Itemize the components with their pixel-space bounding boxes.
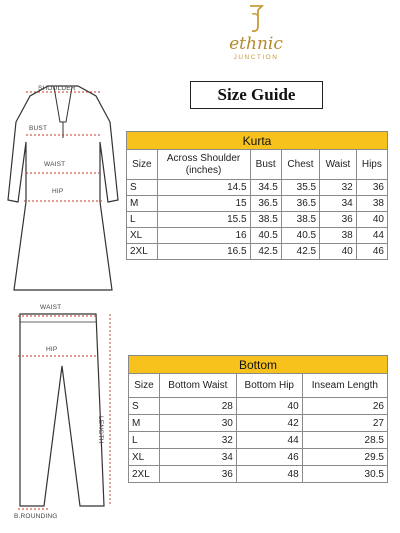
table-cell: 40.5: [281, 228, 319, 244]
table-cell: 38.5: [250, 212, 281, 228]
bottom-rounding-label: B.ROUNDING: [14, 513, 58, 520]
kurta-header-size: Size: [127, 150, 158, 180]
table-cell: XL: [127, 228, 158, 244]
table-row: [127, 180, 388, 196]
table-cell: 16.5: [157, 244, 250, 260]
kurta-header-chest: Chest: [281, 150, 319, 180]
brand-tagline: JUNCTION: [233, 54, 279, 61]
table-cell: 28: [159, 398, 236, 415]
table-cell: 40: [236, 398, 302, 415]
bottom-length-label: LENGTH: [97, 416, 104, 444]
table-cell: M: [127, 196, 158, 212]
table-cell: 27: [302, 415, 387, 432]
table-cell: S: [127, 180, 158, 196]
table-cell: 40: [320, 244, 357, 260]
kurta-size-table: [126, 131, 388, 260]
bottom-table-caption: Bottom: [129, 356, 388, 374]
table-cell: 36: [159, 466, 236, 483]
table-cell: 35.5: [281, 180, 319, 196]
table-cell: 38: [356, 196, 387, 212]
table-cell: 15.5: [157, 212, 250, 228]
table-cell: 34: [320, 196, 357, 212]
bottom-waist-label: WAIST: [40, 304, 62, 311]
kurta-waist-label: WAIST: [44, 161, 66, 168]
bottom-size-table: [128, 355, 388, 483]
table-cell: 36: [356, 180, 387, 196]
table-cell: 28.5: [302, 432, 387, 449]
table-cell: 36.5: [281, 196, 319, 212]
table-cell: 26: [302, 398, 387, 415]
table-row: [127, 228, 388, 244]
kurta-bust-label: BUST: [29, 125, 48, 132]
brand-logo: [226, 4, 286, 66]
bottom-header-waist: Bottom Waist: [159, 374, 236, 398]
table-cell: 29.5: [302, 449, 387, 466]
table-cell: 32: [320, 180, 357, 196]
kurta-header-waist: Waist: [320, 150, 357, 180]
table-cell: 42: [236, 415, 302, 432]
table-row: [129, 415, 388, 432]
bottom-header-hip: Bottom Hip: [236, 374, 302, 398]
table-row: [129, 449, 388, 466]
table-cell: 34.5: [250, 180, 281, 196]
table-cell: 44: [356, 228, 387, 244]
bottom-diagram: [4, 306, 122, 516]
kurta-hip-label: HIP: [52, 188, 64, 195]
table-cell: XL: [129, 449, 160, 466]
table-row: [127, 212, 388, 228]
table-row: [127, 196, 388, 212]
table-cell: 40.5: [250, 228, 281, 244]
table-cell: 36.5: [250, 196, 281, 212]
table-cell: 38.5: [281, 212, 319, 228]
table-cell: M: [129, 415, 160, 432]
table-cell: 34: [159, 449, 236, 466]
table-cell: 36: [320, 212, 357, 228]
table-cell: 42.5: [250, 244, 281, 260]
logo-mark-icon: [246, 4, 266, 34]
table-cell: 46: [236, 449, 302, 466]
kurta-shoulder-label: SHOULDER: [38, 85, 76, 92]
page-title: Size Guide: [190, 81, 323, 109]
kurta-diagram: [4, 82, 122, 292]
bottom-header-size: Size: [129, 374, 160, 398]
table-cell: 15: [157, 196, 250, 212]
table-cell: 14.5: [157, 180, 250, 196]
table-cell: 42.5: [281, 244, 319, 260]
table-cell: 32: [159, 432, 236, 449]
kurta-header-hips: Hips: [356, 150, 387, 180]
table-row: [129, 398, 388, 415]
table-cell: 2XL: [129, 466, 160, 483]
table-row: [129, 466, 388, 483]
table-cell: L: [127, 212, 158, 228]
table-cell: 44: [236, 432, 302, 449]
table-row: [127, 244, 388, 260]
table-cell: 48: [236, 466, 302, 483]
kurta-table-caption: Kurta: [127, 132, 388, 150]
table-cell: 30.5: [302, 466, 387, 483]
kurta-header-shoulder: Across Shoulder (inches): [157, 150, 250, 180]
table-row: [129, 432, 388, 449]
table-cell: S: [129, 398, 160, 415]
brand-name: ethnic: [229, 34, 283, 54]
table-cell: 30: [159, 415, 236, 432]
table-cell: 46: [356, 244, 387, 260]
kurta-header-bust: Bust: [250, 150, 281, 180]
table-cell: 40: [356, 212, 387, 228]
table-cell: L: [129, 432, 160, 449]
table-cell: 38: [320, 228, 357, 244]
table-cell: 2XL: [127, 244, 158, 260]
bottom-hip-label: HIP: [46, 346, 58, 353]
bottom-header-inseam: Inseam Length: [302, 374, 387, 398]
table-cell: 16: [157, 228, 250, 244]
